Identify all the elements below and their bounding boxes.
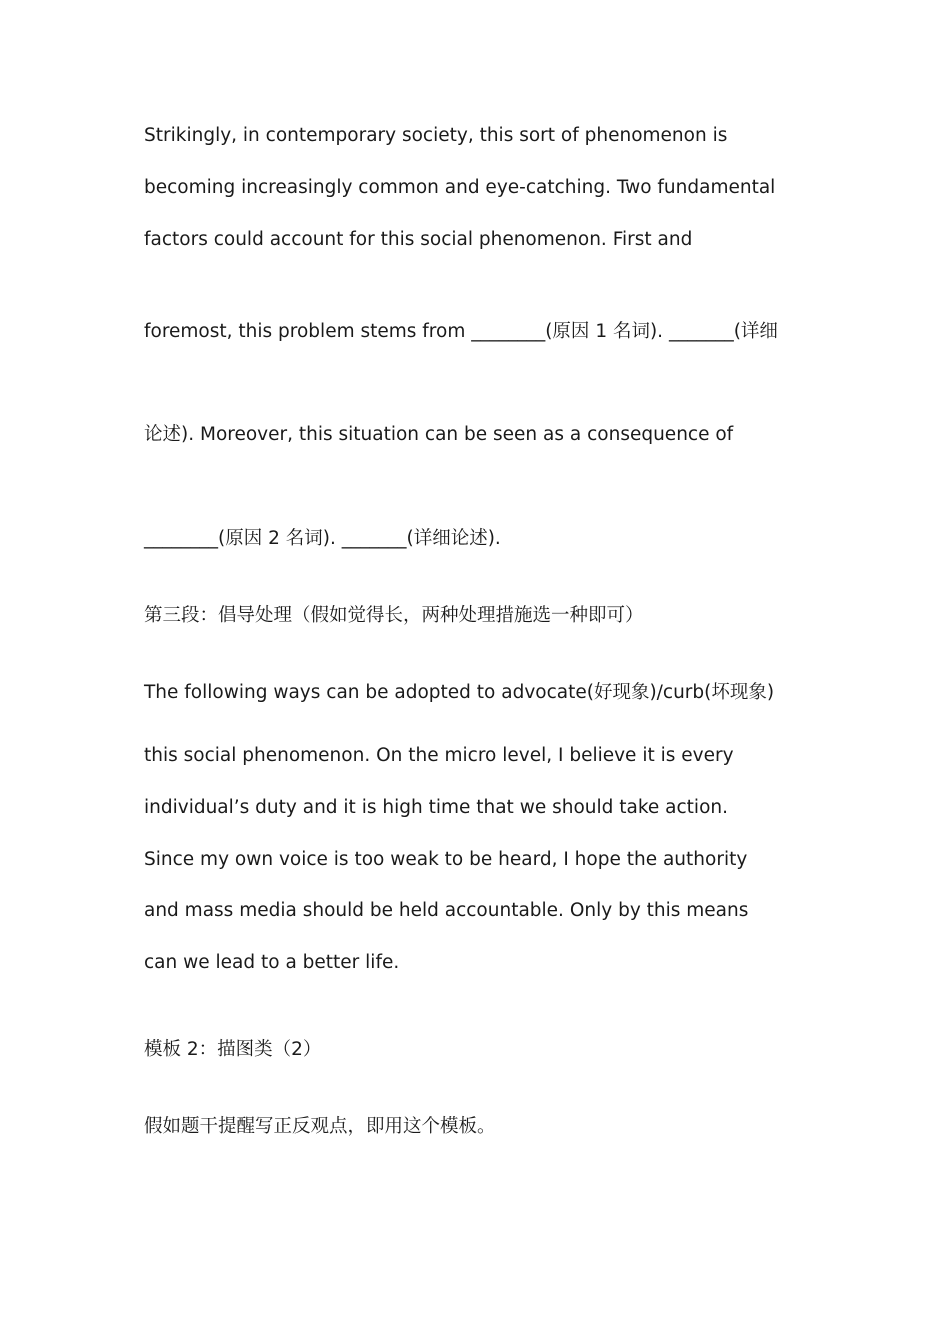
text-line: individual’s duty and it is high time that we should take action.	[144, 797, 728, 818]
text-line: foremost, this problem stems from ________(原因 1 名词). _______(详细	[144, 321, 778, 342]
text-line: 论述). Moreover, this situation can be seen as a consequence of	[144, 424, 734, 445]
text-line: ________(原因 2 名词). _______(详细论述).	[144, 528, 501, 549]
text-line: The following ways can be adopted to advocate(好现象)/curb(坏现象)	[144, 682, 775, 703]
text-line: and mass media should be held accountable. Only by this means	[144, 900, 749, 921]
text-line: this social phenomenon. On the micro level, I believe it is every	[144, 745, 734, 766]
text-line: can we lead to a better life.	[144, 952, 400, 973]
text-line: factors could account for this social phenomenon. First and	[144, 229, 693, 250]
template-heading: 模板 2：描图类（2）	[144, 1039, 322, 1060]
text-line: Strikingly, in contemporary society, this sort of phenomenon is	[144, 125, 728, 146]
section-heading: 第三段：倡导处理（假如觉得长，两种处理措施选一种即可）	[144, 605, 644, 626]
text-line: becoming increasingly common and eye-catching. Two fundamental	[144, 177, 776, 198]
text-line: 假如题干提醒写正反观点，即用这个模板。	[144, 1116, 496, 1137]
text-line: Since my own voice is too weak to be heard, I hope the authority	[144, 849, 748, 870]
